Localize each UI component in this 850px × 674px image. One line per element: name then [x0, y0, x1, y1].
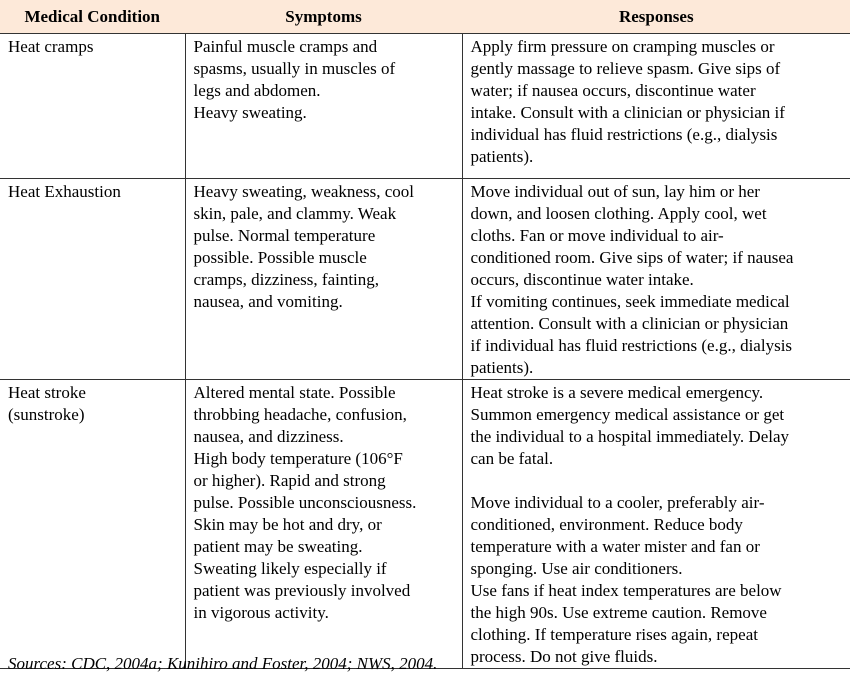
cell-text-line: Painful muscle cramps and: [193, 37, 378, 56]
condition-cell: [0, 34, 185, 179]
cell-text-line: patients).: [470, 358, 534, 377]
cell-text-line: Sweating likely especially if: [193, 559, 387, 578]
cell-text-line: patient may be sweating.: [193, 537, 363, 556]
responses-cell: [462, 380, 850, 669]
cell-text-line: if individual has fluid restrictions (e.g., dialysis: [470, 336, 793, 355]
cell-text-line: process. Do not give fluids.: [470, 647, 658, 666]
cell-text-line: Move individual to a cooler, preferably air-: [470, 493, 765, 512]
cell-text-line: cramps, dizziness, fainting,: [193, 270, 380, 289]
cell-text-line: nausea, and dizziness.: [193, 427, 344, 446]
symptoms-cell: [185, 34, 462, 179]
header-medical-condition: Medical Condition: [0, 0, 185, 34]
cell-text-line: sponging. Use air conditioners.: [470, 559, 683, 578]
cell-text-line: Skin may be hot and dry, or: [193, 515, 382, 534]
source-note: Sources: CDC, 2004a; Kunihiro and Foster, 2004; NWS, 2004.: [8, 654, 438, 673]
cell-text-line: patients).: [470, 147, 534, 166]
cell-text-line: the high 90s. Use extreme caution. Remove: [470, 603, 767, 622]
responses-cell: [462, 179, 850, 380]
cell-text-line: or higher). Rapid and strong: [193, 471, 386, 490]
cell-text-line: pulse. Possible unconsciousness.: [193, 493, 417, 512]
cell-text-line: Heavy sweating, weakness, cool: [193, 182, 414, 201]
cell-text-line: Use fans if heat index temperatures are below: [470, 581, 782, 600]
cell-text-line: water; if nausea occurs, discontinue water: [470, 81, 756, 100]
cell-text-line: nausea, and vomiting.: [193, 292, 343, 311]
cell-text-line: in vigorous activity.: [193, 603, 329, 622]
cell-text-line: Summon emergency medical assistance or get: [470, 405, 785, 424]
cell-text-line: conditioned, environment. Reduce body: [470, 515, 743, 534]
cell-text-line: Altered mental state. Possible: [193, 383, 396, 402]
cell-text-line: conditioned room. Give sips of water; if nausea: [470, 248, 794, 267]
cell-text-line: Heat Exhaustion: [8, 182, 121, 201]
responses-cell: [462, 34, 850, 179]
condition-cell: [0, 380, 185, 669]
cell-text-line: intake. Consult with a clinician or physician if: [470, 103, 785, 122]
cell-text-line: cloths. Fan or move individual to air-: [470, 226, 724, 245]
cell-text-line: occurs, discontinue water intake.: [470, 270, 694, 289]
cell-text-line: Apply firm pressure on cramping muscles or: [470, 37, 775, 56]
table-row: [0, 179, 850, 380]
cell-text-line: Heat stroke: [8, 383, 86, 402]
cell-text-line: gently massage to relieve spasm. Give sips of: [470, 59, 781, 78]
table-header-row: [0, 0, 850, 34]
cell-text-line: individual has fluid restrictions (e.g., dialysis: [470, 125, 778, 144]
cell-text-line: the individual to a hospital immediately. Delay: [470, 427, 790, 446]
cell-text-line: can be fatal.: [470, 449, 554, 468]
cell-text-line: Move individual out of sun, lay him or her: [470, 182, 760, 201]
table-row: [0, 380, 850, 669]
cell-text-line: spasms, usually in muscles of: [193, 59, 396, 78]
table-row: [0, 34, 850, 179]
cell-text-line: If vomiting continues, seek immediate medical: [470, 292, 790, 311]
cell-text-line: (sunstroke): [8, 405, 85, 424]
cell-text-line: down, and loosen clothing. Apply cool, wet: [470, 204, 767, 223]
cell-text-line: legs and abdomen.: [193, 81, 321, 100]
cell-text-line: clothing. If temperature rises again, repeat: [470, 625, 758, 644]
header-symptoms: Symptoms: [185, 0, 462, 34]
cell-text-line: patient was previously involved: [193, 581, 411, 600]
header-responses: Responses: [462, 0, 850, 34]
cell-text-line: throbbing headache, confusion,: [193, 405, 407, 424]
cell-text-line: High body temperature (106°F: [193, 449, 403, 468]
cell-text-line: possible. Possible muscle: [193, 248, 367, 267]
paragraph-gap: [471, 470, 847, 492]
symptoms-cell: [185, 179, 462, 380]
condition-cell: [0, 179, 185, 380]
cell-text-line: pulse. Normal temperature: [193, 226, 376, 245]
cell-text-line: Heat cramps: [8, 37, 94, 56]
cell-text-line: attention. Consult with a clinician or physician: [470, 314, 789, 333]
cell-text-line: Heat stroke is a severe medical emergency.: [470, 383, 764, 402]
cell-text-line: skin, pale, and clammy. Weak: [193, 204, 397, 223]
cell-text-line: Heavy sweating.: [193, 103, 307, 122]
cell-text-line: temperature with a water mister and fan or: [470, 537, 760, 556]
symptoms-cell: [185, 380, 462, 669]
